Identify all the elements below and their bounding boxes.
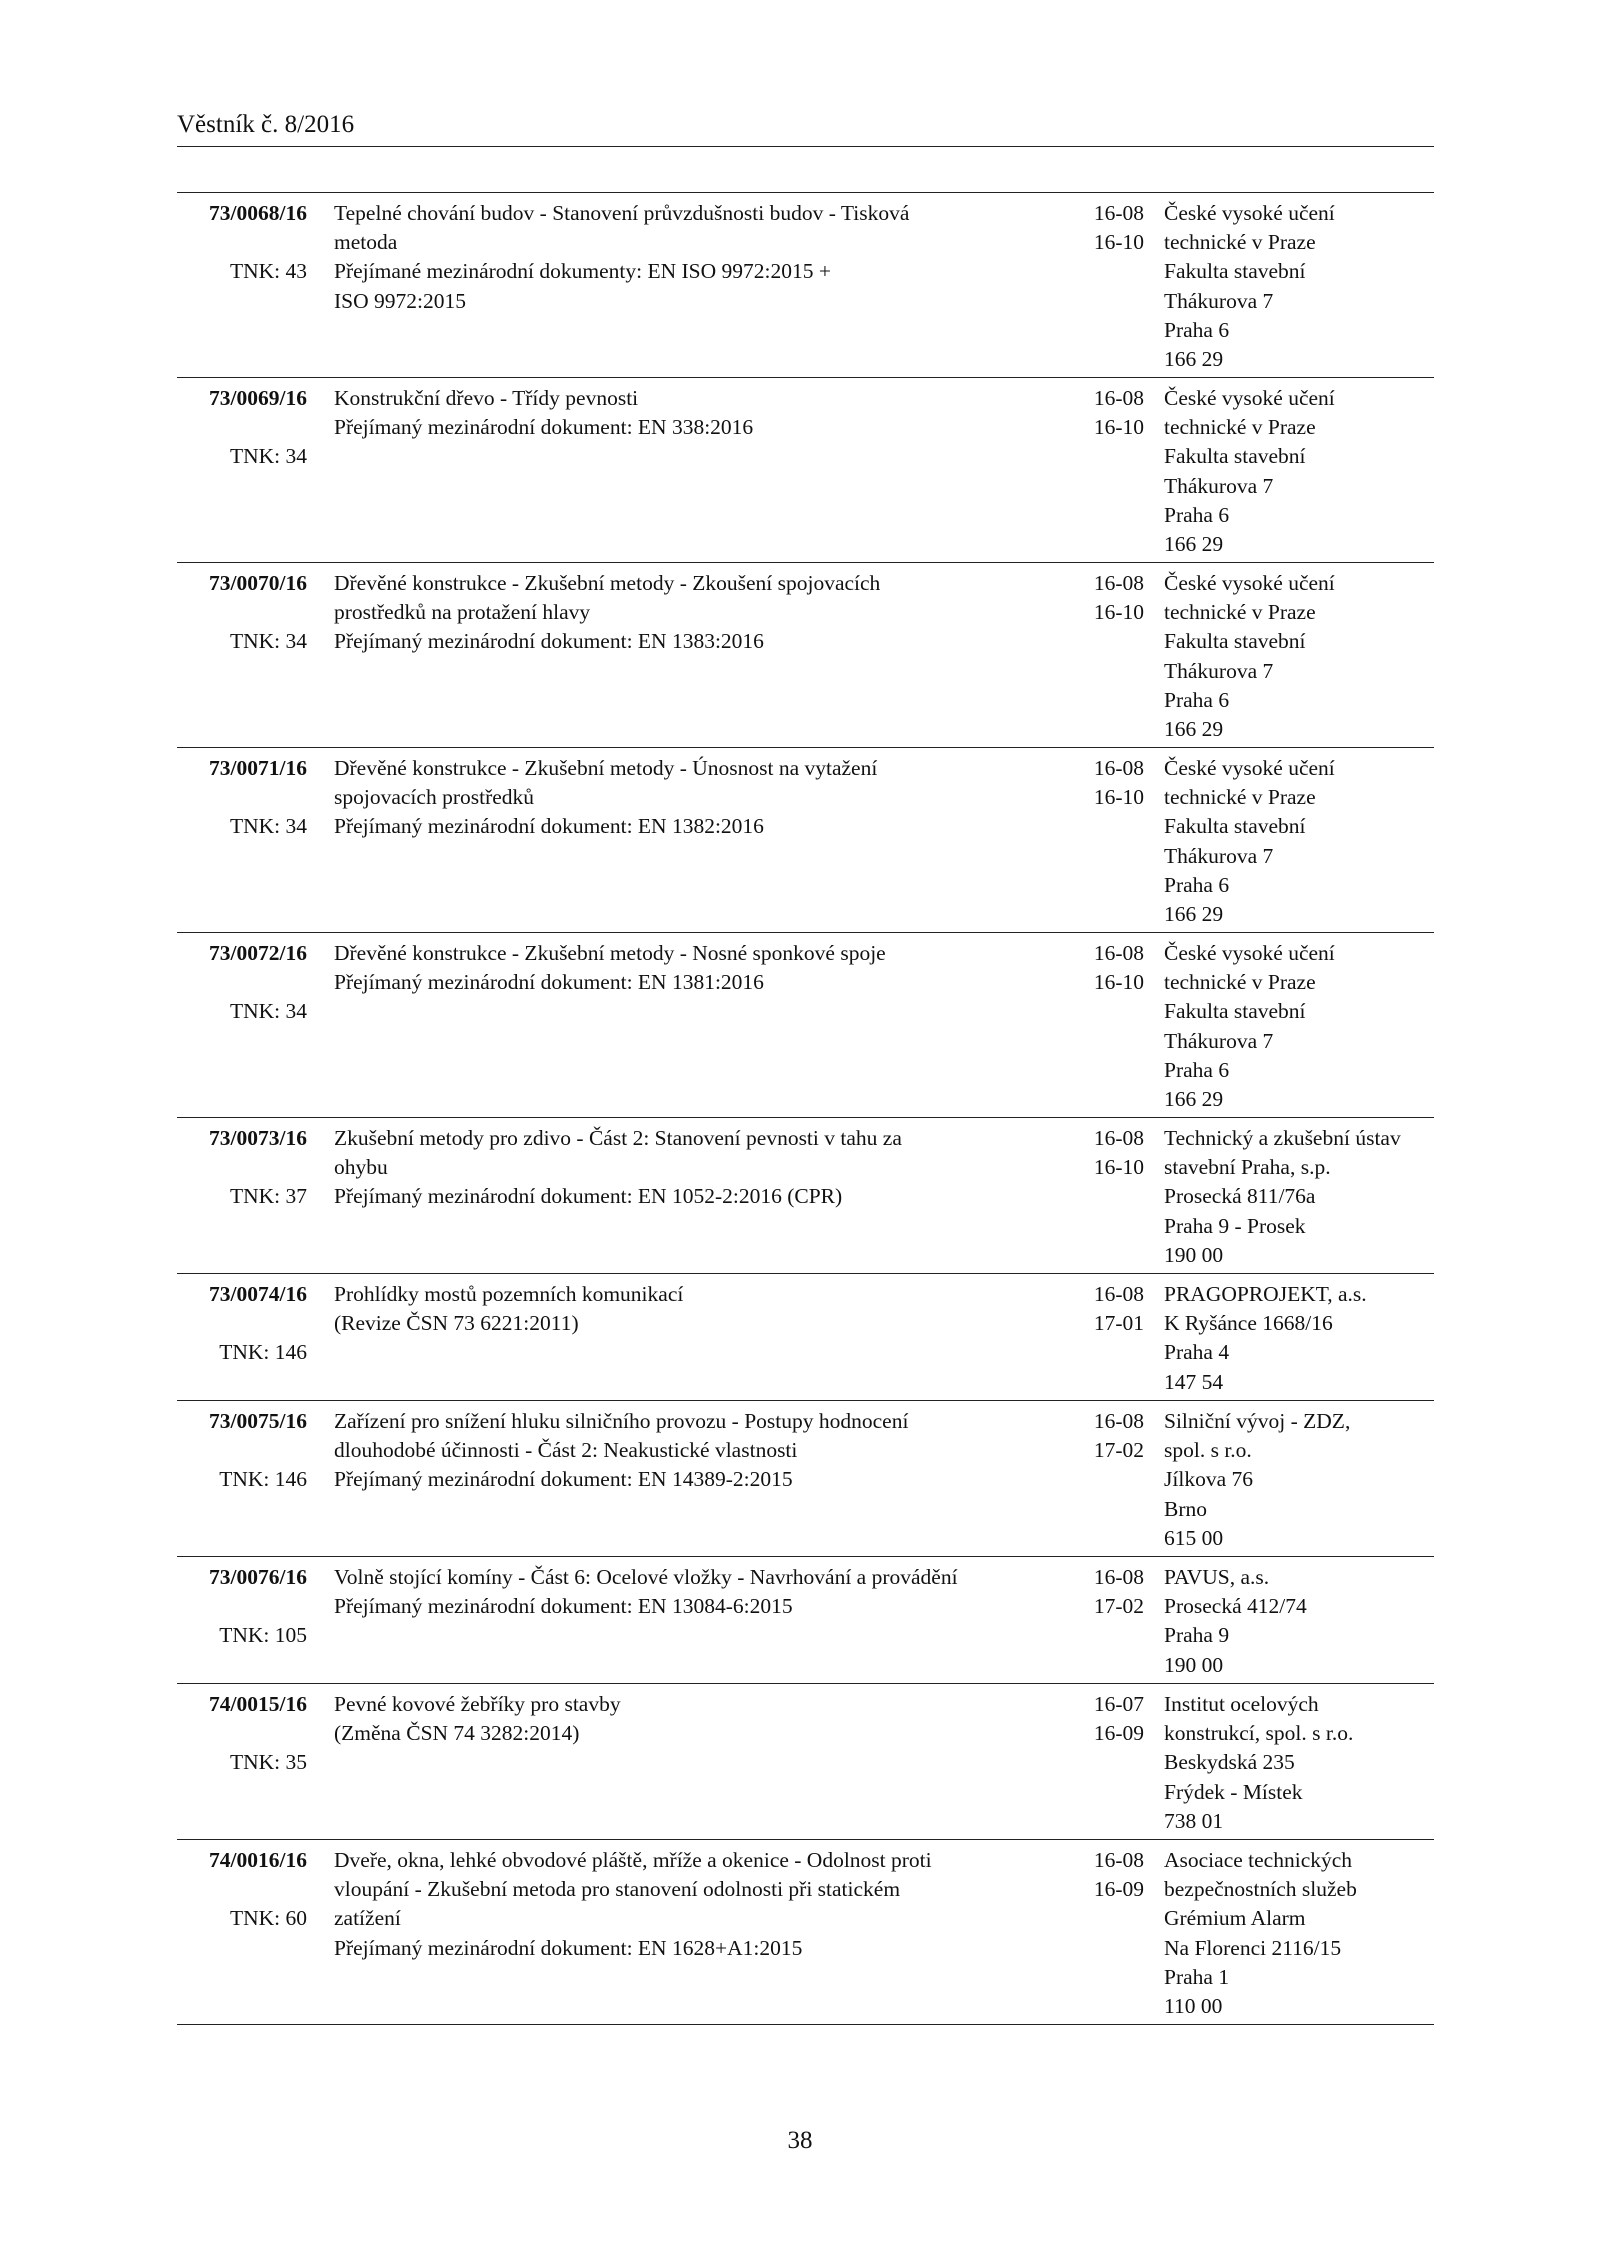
- standard-code: 73/0072/16: [209, 941, 307, 965]
- organization-cell: [1164, 569, 1434, 744]
- title-line: ohybu: [334, 1155, 388, 1180]
- organization-line: spol. s r.o.: [1164, 1438, 1252, 1463]
- standard-code: 73/0068/16: [209, 201, 307, 225]
- organization-line: Prosecká 811/76a: [1164, 1184, 1316, 1209]
- organization-line: Fakulta stavební: [1164, 259, 1306, 284]
- organization-cell: [1164, 384, 1434, 559]
- organization-line: 615 00: [1164, 1525, 1224, 1550]
- organization-line: 190 00: [1164, 1242, 1224, 1267]
- title-line: Dřevěné konstrukce - Zkušební metody - Zkoušení spojovacích: [334, 571, 881, 595]
- title-line: Přejímaný mezinárodní dokument: EN 13084-6:2015: [334, 1594, 793, 1619]
- title-line: Prohlídky mostů pozemních komunikací: [334, 1282, 684, 1306]
- tnk-label: TNK: 105: [219, 1623, 307, 1648]
- title-line: ISO 9972:2015: [334, 288, 466, 313]
- organization-line: Praha 9 - Prosek: [1164, 1213, 1306, 1238]
- row-id-cell: [177, 754, 307, 842]
- organization-cell: [1164, 1846, 1434, 2021]
- dates-cell: [1064, 1690, 1144, 1748]
- page-number: 38: [787, 2127, 813, 2154]
- table-row: [177, 1840, 1434, 2025]
- standard-code: 73/0073/16: [209, 1126, 307, 1150]
- table-row: [177, 933, 1434, 1118]
- row-id-cell: [177, 939, 307, 1027]
- title-line: metoda: [334, 230, 398, 255]
- organization-line: bezpečnostních služeb: [1164, 1877, 1357, 1902]
- title-line: (Změna ČSN 74 3282:2014): [334, 1721, 580, 1746]
- row-id-cell: [177, 1690, 307, 1778]
- organization-line: Brno: [1164, 1496, 1207, 1521]
- organization-cell: [1164, 1563, 1434, 1680]
- page-header-title: Věstník č. 8/2016: [177, 111, 355, 138]
- row-id-cell: [177, 1407, 307, 1495]
- date-value: 17-02: [1093, 1594, 1144, 1619]
- organization-line: PRAGOPROJEKT, a.s.: [1164, 1282, 1367, 1306]
- row-id-cell: [177, 569, 307, 657]
- date-value: 17-02: [1093, 1438, 1144, 1463]
- dates-cell: [1064, 1563, 1144, 1621]
- organization-line: 110 00: [1164, 1994, 1223, 2019]
- title-line: Volně stojící komíny - Část 6: Ocelové vložky - Navrhování a provádění: [334, 1565, 958, 1589]
- date-value: 16-08: [1093, 1282, 1144, 1306]
- standard-code: 73/0074/16: [209, 1282, 307, 1306]
- row-id-cell: [177, 199, 307, 287]
- organization-line: 166 29: [1164, 1087, 1224, 1112]
- date-value: 16-10: [1093, 1155, 1144, 1180]
- standard-code: 73/0075/16: [209, 1409, 307, 1433]
- title-line: Konstrukční dřevo - Třídy pevnosti: [334, 386, 639, 410]
- organization-line: Grémium Alarm: [1164, 1906, 1306, 1931]
- standard-code: 74/0016/16: [209, 1848, 307, 1872]
- organization-line: technické v Praze: [1164, 785, 1316, 810]
- organization-line: Institut ocelových: [1164, 1692, 1319, 1716]
- organization-line: Fakulta stavební: [1164, 814, 1306, 839]
- table-row: [177, 748, 1434, 933]
- standard-code: 73/0070/16: [209, 571, 307, 595]
- date-value: 16-10: [1093, 970, 1144, 995]
- title-line: Přejímaný mezinárodní dokument: EN 1628+A1:2015: [334, 1935, 803, 1960]
- title-line: Přejímaný mezinárodní dokument: EN 1383:2016: [334, 629, 764, 654]
- organization-line: Technický a zkušební ústav: [1164, 1126, 1401, 1150]
- table-row: [177, 1274, 1434, 1401]
- organization-line: 166 29: [1164, 717, 1224, 742]
- date-value: 16-08: [1093, 571, 1144, 595]
- organization-cell: [1164, 1280, 1434, 1397]
- organization-line: Praha 6: [1164, 317, 1230, 342]
- title-line: Přejímaný mezinárodní dokument: EN 1381:2016: [334, 970, 764, 995]
- title-line: Přejímaný mezinárodní dokument: EN 338:2016: [334, 415, 754, 440]
- title-line: Tepelné chování budov - Stanovení průvzdušnosti budov - Tisková: [334, 201, 910, 225]
- organization-line: Praha 4: [1164, 1340, 1230, 1365]
- row-id-cell: [177, 1280, 307, 1368]
- standard-code: 73/0069/16: [209, 386, 307, 410]
- title-line: zatížení: [334, 1906, 401, 1931]
- tnk-label: TNK: 146: [219, 1340, 307, 1365]
- title-line: Dveře, okna, lehké obvodové pláště, mříže a okenice - Odolnost proti: [334, 1848, 932, 1872]
- dates-cell: [1064, 1407, 1144, 1465]
- date-value: 16-10: [1093, 230, 1144, 255]
- organization-line: Prosecká 412/74: [1164, 1594, 1307, 1619]
- organization-line: České vysoké učení: [1164, 941, 1335, 965]
- table-row: [177, 1118, 1434, 1274]
- title-line: prostředků na protažení hlavy: [334, 600, 591, 625]
- organization-line: technické v Praze: [1164, 970, 1316, 995]
- organization-line: Praha 6: [1164, 687, 1230, 712]
- tnk-label: TNK: 34: [229, 814, 307, 839]
- organization-line: Jílkova 76: [1164, 1467, 1253, 1492]
- organization-line: Praha 9: [1164, 1623, 1230, 1648]
- organization-line: Asociace technických: [1164, 1848, 1353, 1872]
- organization-line: K Ryšánce 1668/16: [1164, 1311, 1333, 1336]
- date-value: 16-09: [1093, 1877, 1144, 1902]
- dates-cell: [1064, 1124, 1144, 1182]
- date-value: 16-08: [1093, 1565, 1144, 1589]
- tnk-label: TNK: 34: [229, 444, 307, 469]
- organization-line: České vysoké učení: [1164, 571, 1335, 595]
- organization-line: technické v Praze: [1164, 415, 1316, 440]
- tnk-label: TNK: 37: [229, 1184, 307, 1209]
- date-value: 16-10: [1093, 785, 1144, 810]
- table-row: [177, 1684, 1434, 1840]
- table-row: [177, 1557, 1434, 1684]
- date-value: 16-08: [1093, 1848, 1144, 1872]
- row-id-cell: [177, 1563, 307, 1651]
- tnk-label: TNK: 146: [219, 1467, 307, 1492]
- organization-line: 166 29: [1164, 347, 1224, 372]
- organization-line: České vysoké učení: [1164, 386, 1335, 410]
- organization-line: České vysoké učení: [1164, 201, 1335, 225]
- tnk-label: TNK: 35: [229, 1750, 307, 1775]
- organization-line: stavební Praha, s.p.: [1164, 1155, 1331, 1180]
- title-line: Dřevěné konstrukce - Zkušební metody - Únosnost na vytažení: [334, 756, 878, 780]
- date-value: 16-08: [1093, 1126, 1144, 1150]
- organization-line: České vysoké učení: [1164, 756, 1335, 780]
- title-line: Přejímaný mezinárodní dokument: EN 1052-2:2016 (CPR): [334, 1184, 843, 1209]
- organization-line: Thákurova 7: [1164, 658, 1274, 683]
- organization-line: technické v Praze: [1164, 230, 1316, 255]
- date-value: 17-01: [1093, 1311, 1144, 1336]
- organization-line: Fakulta stavební: [1164, 999, 1306, 1024]
- tnk-label: TNK: 60: [229, 1906, 307, 1931]
- standard-code: 74/0015/16: [209, 1692, 307, 1716]
- organization-cell: [1164, 1124, 1434, 1270]
- organization-cell: [1164, 754, 1434, 929]
- organization-line: Thákurova 7: [1164, 843, 1274, 868]
- title-line: Přejímaný mezinárodní dokument: EN 1382:2016: [334, 814, 764, 839]
- title-line: Přejímané mezinárodní dokumenty: EN ISO 9972:2015 +: [334, 259, 831, 284]
- row-id-cell: [177, 1846, 307, 1934]
- dates-cell: [1064, 1280, 1144, 1338]
- title-line: Zařízení pro snížení hluku silničního provozu - Postupy hodnocení: [334, 1409, 909, 1433]
- row-id-cell: [177, 384, 307, 472]
- organization-line: Thákurova 7: [1164, 288, 1274, 313]
- organization-cell: [1164, 199, 1434, 374]
- organization-cell: [1164, 1690, 1434, 1836]
- organization-line: Silniční vývoj - ZDZ,: [1164, 1409, 1351, 1433]
- dates-cell: [1064, 569, 1144, 627]
- organization-line: Beskydská 235: [1164, 1750, 1295, 1775]
- tnk-label: TNK: 34: [229, 629, 307, 654]
- organization-line: konstrukcí, spol. s r.o.: [1164, 1721, 1354, 1746]
- organization-line: Fakulta stavební: [1164, 444, 1306, 469]
- row-id-cell: [177, 1124, 307, 1212]
- standard-code: 73/0076/16: [209, 1565, 307, 1589]
- organization-line: 190 00: [1164, 1652, 1224, 1677]
- title-line: Přejímaný mezinárodní dokument: EN 14389-2:2015: [334, 1467, 793, 1492]
- header-rule: [177, 146, 1434, 147]
- dates-cell: [1064, 754, 1144, 812]
- date-value: 16-07: [1093, 1692, 1144, 1716]
- title-line: Zkušební metody pro zdivo - Část 2: Stanovení pevnosti v tahu za: [334, 1126, 902, 1150]
- organization-cell: [1164, 1407, 1434, 1553]
- organization-line: technické v Praze: [1164, 600, 1316, 625]
- organization-line: Praha 6: [1164, 502, 1230, 527]
- standards-table: [177, 192, 1434, 2025]
- title-line: Dřevěné konstrukce - Zkušební metody - Nosné sponkové spoje: [334, 941, 886, 965]
- date-value: 16-08: [1093, 941, 1144, 965]
- organization-line: 166 29: [1164, 902, 1224, 927]
- date-value: 16-10: [1093, 415, 1144, 440]
- organization-line: PAVUS, a.s.: [1164, 1565, 1270, 1589]
- date-value: 16-08: [1093, 201, 1144, 225]
- organization-line: 147 54: [1164, 1369, 1224, 1394]
- organization-line: Praha 6: [1164, 1057, 1230, 1082]
- table-row: [177, 193, 1434, 378]
- organization-line: 166 29: [1164, 532, 1224, 557]
- title-line: Pevné kovové žebříky pro stavby: [334, 1692, 621, 1716]
- table-row: [177, 563, 1434, 748]
- organization-line: Thákurova 7: [1164, 1028, 1274, 1053]
- organization-cell: [1164, 939, 1434, 1114]
- date-value: 16-09: [1093, 1721, 1144, 1746]
- dates-cell: [1064, 939, 1144, 997]
- date-value: 16-10: [1093, 600, 1144, 625]
- tnk-label: TNK: 43: [229, 259, 307, 284]
- date-value: 16-08: [1093, 386, 1144, 410]
- organization-line: 738 01: [1164, 1808, 1224, 1833]
- table-row: [177, 1401, 1434, 1557]
- dates-cell: [1064, 1846, 1144, 1904]
- organization-line: Fakulta stavební: [1164, 629, 1306, 654]
- date-value: 16-08: [1093, 1409, 1144, 1433]
- organization-line: Thákurova 7: [1164, 473, 1274, 498]
- title-line: dlouhodobé účinnosti - Část 2: Neakustické vlastnosti: [334, 1438, 798, 1463]
- title-line: spojovacích prostředků: [334, 785, 535, 810]
- dates-cell: [1064, 384, 1144, 442]
- organization-line: Frýdek - Místek: [1164, 1779, 1303, 1804]
- organization-line: Praha 6: [1164, 872, 1230, 897]
- title-line: (Revize ČSN 73 6221:2011): [334, 1311, 579, 1336]
- table-row: [177, 378, 1434, 563]
- dates-cell: [1064, 199, 1144, 257]
- date-value: 16-08: [1093, 756, 1144, 780]
- organization-line: Praha 1: [1164, 1964, 1230, 1989]
- organization-line: Na Florenci 2116/15: [1164, 1935, 1342, 1960]
- standard-code: 73/0071/16: [209, 756, 307, 780]
- title-line: vloupání - Zkušební metoda pro stanovení odolnosti při statickém: [334, 1877, 901, 1902]
- tnk-label: TNK: 34: [229, 999, 307, 1024]
